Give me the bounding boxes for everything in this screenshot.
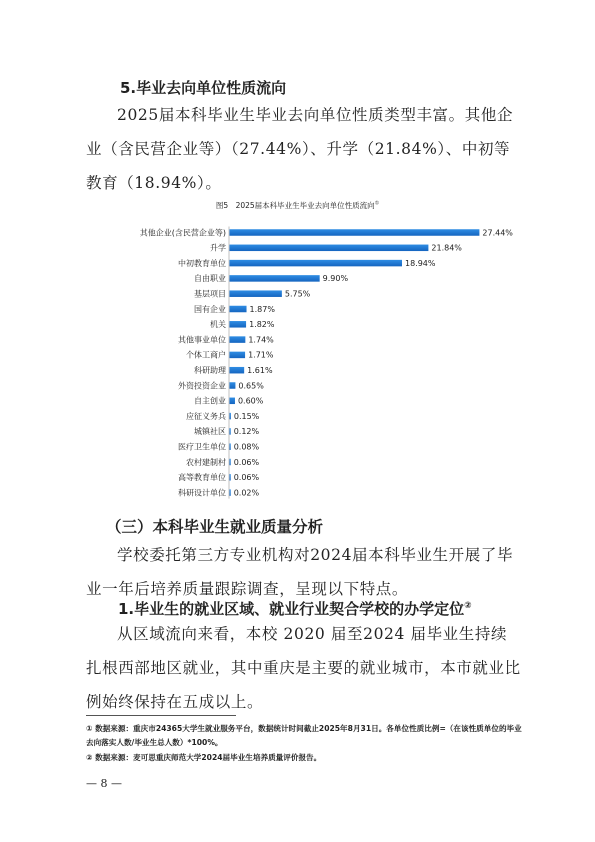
category-label: 其他企业(含民营企业等) (139, 228, 226, 238)
bar (230, 321, 247, 328)
category-label: 自由职业 (194, 274, 226, 284)
category-label: 农村建制村 (186, 457, 226, 467)
category-label: 国有企业 (194, 304, 226, 314)
bar (230, 306, 247, 313)
value-label: 0.15% (233, 411, 260, 421)
part-heading: （三）本科毕业生就业质量分析 (106, 518, 324, 536)
sub-heading (118, 598, 472, 619)
value-label: 1.61% (247, 366, 273, 375)
value-label: 0.65% (238, 381, 264, 391)
value-label: 0.06% (233, 457, 260, 467)
sub-heading-text: 1.毕业生的就业区域、就业行业契合学校的办学定位 (118, 600, 465, 618)
category-label: 其他事业单位 (178, 335, 226, 345)
value-label: 0.06% (233, 473, 260, 483)
value-label: 9.90% (322, 274, 349, 284)
bar (230, 474, 231, 481)
bar (230, 428, 231, 435)
bar (230, 398, 235, 405)
bar (230, 367, 245, 374)
bar (230, 489, 231, 496)
paragraph-quality-survey: 学校委托第三方专业机构对2024届本科毕业生开展了毕业一年后培养质量跟踪调查，呈现以下特点。 (86, 546, 514, 598)
bar (230, 413, 231, 420)
category-label: 基层项目 (194, 289, 226, 299)
category-label: 自主创业 (194, 396, 226, 406)
value-label: 0.02% (233, 488, 260, 498)
bar (230, 290, 282, 297)
bar (230, 229, 480, 236)
value-label: 27.44% (482, 228, 513, 238)
value-label: 1.74% (248, 335, 274, 345)
footnote-1: ① 数据来源：重庆市24365大学生就业服务平台，数据统计时间截止2025年8月31日。各单位性质比例=（在该性质单位的毕业去向落实人数/毕业生总人数）*100%。 (86, 724, 522, 747)
category-label: 外资投资企业 (178, 381, 226, 391)
value-label: 0.12% (233, 427, 260, 437)
figure-footnote-mark: ① (374, 200, 380, 207)
figure-title-text: 图5 2025届本科毕业生毕业去向单位性质流向 (215, 201, 375, 210)
value-label: 18.94% (404, 258, 436, 268)
figure-title (0, 200, 595, 211)
value-label: 21.84% (431, 243, 462, 253)
value-label: 0.08% (233, 442, 260, 452)
bar (230, 443, 231, 450)
category-label: 科研设计单位 (178, 488, 226, 498)
category-label: 高等教育单位 (178, 473, 226, 483)
bar (230, 260, 402, 267)
value-label: 1.71% (248, 350, 274, 360)
category-label: 医疗卫生单位 (178, 442, 226, 452)
category-label: 中初教育单位 (178, 258, 226, 268)
section-heading: 5.毕业去向单位性质流向 (120, 79, 287, 97)
category-label: 个体工商户 (186, 350, 226, 360)
bar (230, 245, 429, 252)
paragraph-regional-flow: 从区域流向来看，本校 2020 届至2024 届毕业生持续扎根西部地区就业，其中重庆是主要的就业城市，本市就业比例始终保持在五成以上。 (86, 625, 521, 711)
category-label: 升学 (210, 243, 226, 253)
value-label: 1.82% (249, 320, 275, 330)
category-label: 应征义务兵 (186, 411, 226, 421)
unit-nature-bar-chart (0, 218, 595, 500)
footnote-2: ② 数据来源：麦可思重庆师范大学2024届毕业生培养质量评价报告。 (86, 753, 322, 762)
sub-heading-footnote-mark: ② (464, 601, 472, 611)
value-label: 1.87% (249, 304, 275, 314)
footnote-divider (86, 715, 236, 716)
bar (230, 382, 236, 389)
intro-paragraph: 2025届本科毕业生毕业去向单位性质类型丰富。其他企业（含民营企业等）（27.44%）、升学（21.84%）、中初等教育（18.94%）。 (86, 106, 514, 192)
category-label: 科研助理 (194, 366, 226, 375)
category-label: 城镇社区 (194, 427, 226, 437)
category-label: 机关 (210, 320, 226, 330)
bar (230, 336, 246, 343)
value-label: 5.75% (284, 289, 311, 299)
bar (230, 275, 320, 282)
bar (230, 352, 246, 359)
value-label: 0.60% (237, 396, 264, 406)
bar (230, 459, 231, 466)
page-number: — 8 — (86, 777, 122, 790)
